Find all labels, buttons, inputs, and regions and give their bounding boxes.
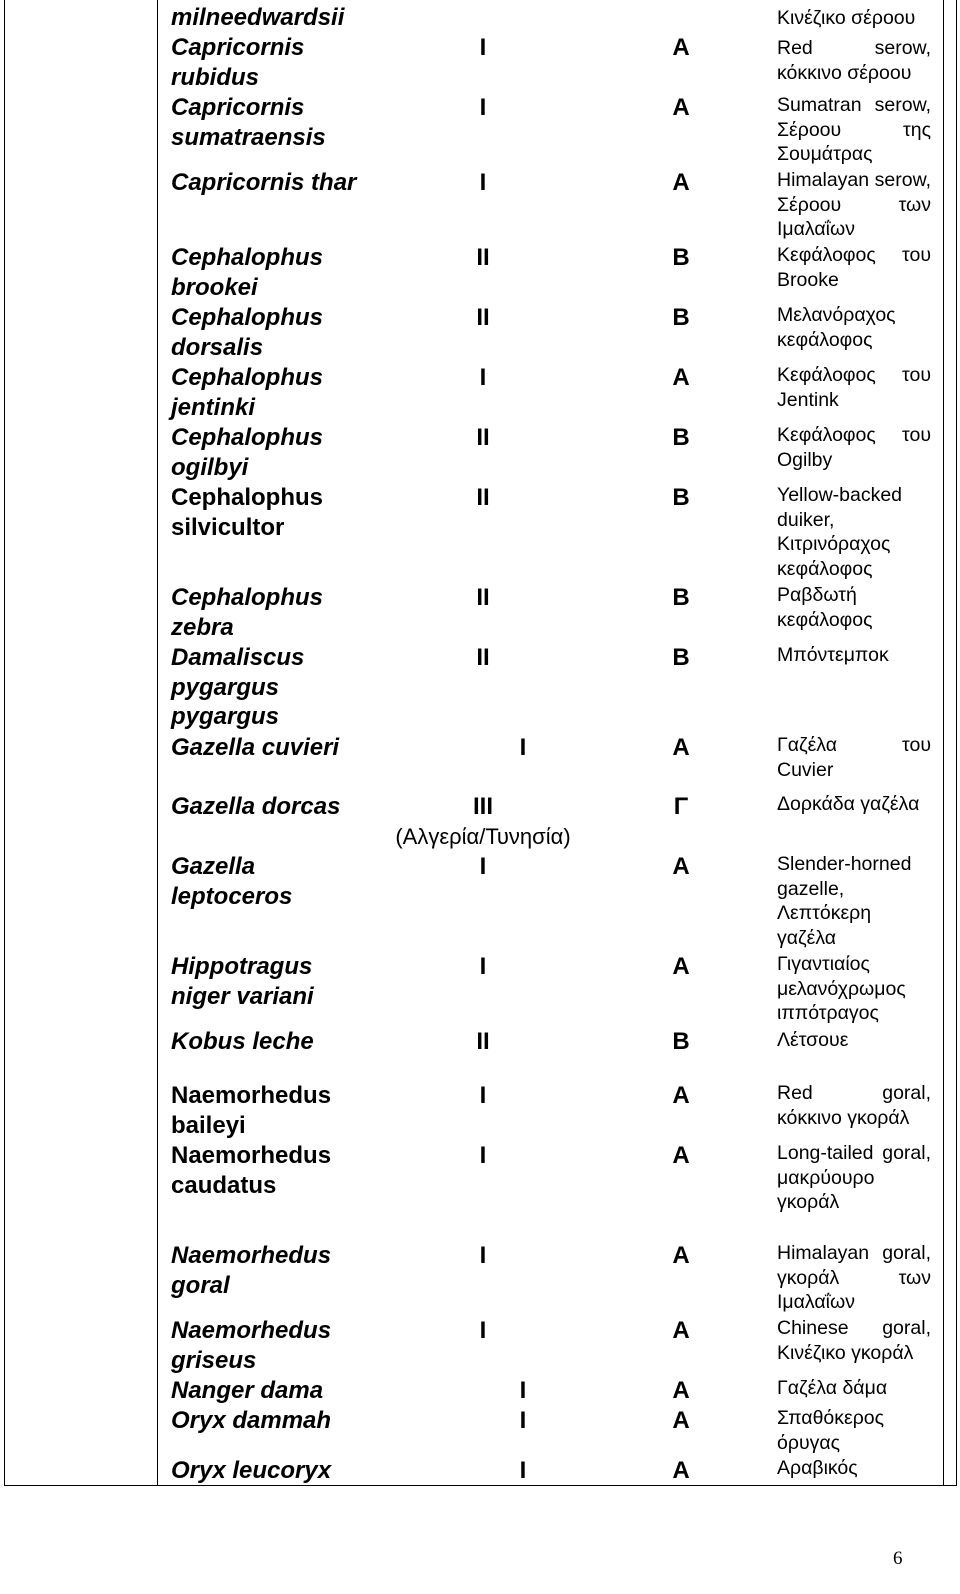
priority-category: B — [672, 304, 690, 331]
priority-category: A — [672, 734, 690, 761]
priority-category: B — [672, 1028, 690, 1055]
priority-category: A — [672, 1142, 690, 1169]
cites-appendix: I — [519, 1377, 527, 1404]
cites-appendix — [368, 792, 598, 851]
common-name: Slender-horned gazelle, Λεπτόκερη γαζέλα — [777, 853, 912, 949]
cites-appendix: I — [479, 34, 487, 61]
cites-appendix: I — [479, 94, 487, 121]
common-name: Long-tailed goral, μακρύουρο γκοράλ — [777, 1142, 931, 1213]
scientific-name: Gazella dorcas — [171, 793, 341, 820]
scientific-name: Nanger dama — [171, 1377, 324, 1404]
priority-category: A — [672, 1457, 690, 1484]
common-name: Chinese goral, Κινέζικο γκοράλ — [777, 1317, 931, 1364]
priority-category: Γ — [673, 793, 689, 820]
common-name: Sumatran serow, Σέροου της Σουμάτρας — [777, 94, 931, 165]
scientific-name: Naemorhedus griseus — [171, 1317, 332, 1374]
cites-appendix: I — [479, 953, 487, 980]
cites-appendix: I — [519, 1407, 527, 1434]
common-name: Αραβικός — [777, 1457, 858, 1479]
cites-appendix: I — [479, 169, 487, 196]
cites-appendix: I — [479, 364, 487, 391]
scientific-name: Cephalophus dorsalis — [171, 304, 324, 361]
scientific-name: Capricornis thar — [171, 169, 357, 196]
scientific-name: Capricornis rubidus — [171, 34, 305, 91]
priority-category: A — [672, 1082, 690, 1109]
scientific-name: Capricornis sumatraensis — [171, 94, 326, 151]
cites-appendix: I — [519, 1457, 527, 1484]
priority-category: A — [672, 1242, 690, 1269]
cites-appendix: I — [479, 1242, 487, 1269]
scientific-name: milneedwardsii — [171, 4, 345, 31]
scientific-name: Hippotragus niger variani — [171, 953, 314, 1010]
species-table — [157, 0, 944, 1486]
common-name: Ραβδωτή κεφάλοφος — [777, 584, 873, 631]
common-name: Γαζέλα δάμα — [777, 1377, 888, 1399]
common-name: Κεφάλοφος του Brooke — [777, 244, 931, 291]
common-name: Μπόντεμποκ — [777, 644, 889, 666]
priority-category: A — [672, 1317, 690, 1344]
common-name: Σπαθόκερος όρυγας — [777, 1407, 885, 1454]
common-name: Μελανόραχος κεφάλοφος — [777, 304, 896, 351]
scientific-name: Gazella leptoceros — [171, 853, 293, 910]
cites-appendix: II — [476, 584, 490, 611]
scientific-name: Cephalophus jentinki — [171, 364, 324, 421]
common-name: Himalayan goral, γκοράλ των Ιμαλαΐων — [777, 1242, 931, 1313]
cites-appendix: I — [479, 1317, 487, 1344]
scientific-name: Oryx leucoryx — [171, 1457, 332, 1484]
priority-category: B — [672, 424, 690, 451]
scientific-name: Oryx dammah — [171, 1407, 332, 1434]
cites-appendix: I — [479, 1142, 487, 1169]
common-name: Red serow, κόκκινο σέροου — [777, 37, 931, 84]
common-name: Yellow-backed duiker, Κιτρινόραχος κεφάλοφος — [777, 484, 903, 580]
priority-category: A — [672, 953, 690, 980]
scientific-name: Cephalophus brookei — [171, 244, 324, 301]
priority-category: A — [672, 1377, 690, 1404]
scientific-name: Cephalophus ogilbyi — [171, 424, 324, 481]
appendix-note: (Αλγερία/Τυνησία) — [395, 823, 571, 849]
common-name: Red goral, κόκκινο γκοράλ — [777, 1082, 931, 1129]
cites-appendix: I — [479, 1082, 487, 1109]
priority-category: A — [672, 853, 690, 880]
cites-appendix: II — [476, 304, 490, 331]
page-number: 6 — [893, 1548, 903, 1569]
common-name: Γαζέλα του Cuvier — [777, 734, 931, 781]
priority-category: A — [672, 169, 690, 196]
common-name: Λέτσουε — [777, 1029, 849, 1051]
priority-category: A — [672, 1407, 690, 1434]
scientific-name: Damaliscus pygargus pygargus — [171, 644, 305, 730]
cites-appendix: II — [476, 244, 490, 271]
priority-category: A — [672, 364, 690, 391]
priority-category: A — [672, 34, 690, 61]
priority-category: B — [672, 644, 690, 671]
cites-appendix: I — [519, 734, 527, 761]
common-name: Κινέζικο σέροου — [777, 7, 916, 29]
common-name: Himalayan serow, Σέροου των Ιμαλαΐων — [777, 169, 931, 240]
cites-appendix: II — [476, 484, 490, 511]
common-name: Γιγαντιαίος μελανόχρωμος ιππότραγος — [777, 953, 906, 1024]
appendix-value: III — [472, 793, 493, 820]
scientific-name: Naemorhedus goral — [171, 1242, 332, 1299]
scientific-name: Cephalophus silvicultor — [171, 484, 324, 541]
priority-category: B — [672, 484, 690, 511]
scientific-name: Kobus leche — [171, 1028, 314, 1055]
cites-appendix: II — [476, 644, 490, 671]
priority-category: B — [672, 244, 690, 271]
cites-appendix: II — [476, 424, 490, 451]
cites-appendix: II — [476, 1028, 490, 1055]
common-name: Δορκάδα γαζέλα — [777, 793, 920, 815]
priority-category: B — [672, 584, 690, 611]
scientific-name: Naemorhedus caudatus — [171, 1142, 332, 1199]
scientific-name: Cephalophus zebra — [171, 584, 324, 641]
cites-appendix: I — [479, 853, 487, 880]
scientific-name: Naemorhedus baileyi — [171, 1082, 332, 1139]
common-name: Κεφάλοφος του Jentink — [777, 364, 931, 411]
common-name: Κεφάλοφος του Ogilby — [777, 424, 931, 471]
priority-category: A — [672, 94, 690, 121]
scientific-name: Gazella cuvieri — [171, 734, 340, 761]
